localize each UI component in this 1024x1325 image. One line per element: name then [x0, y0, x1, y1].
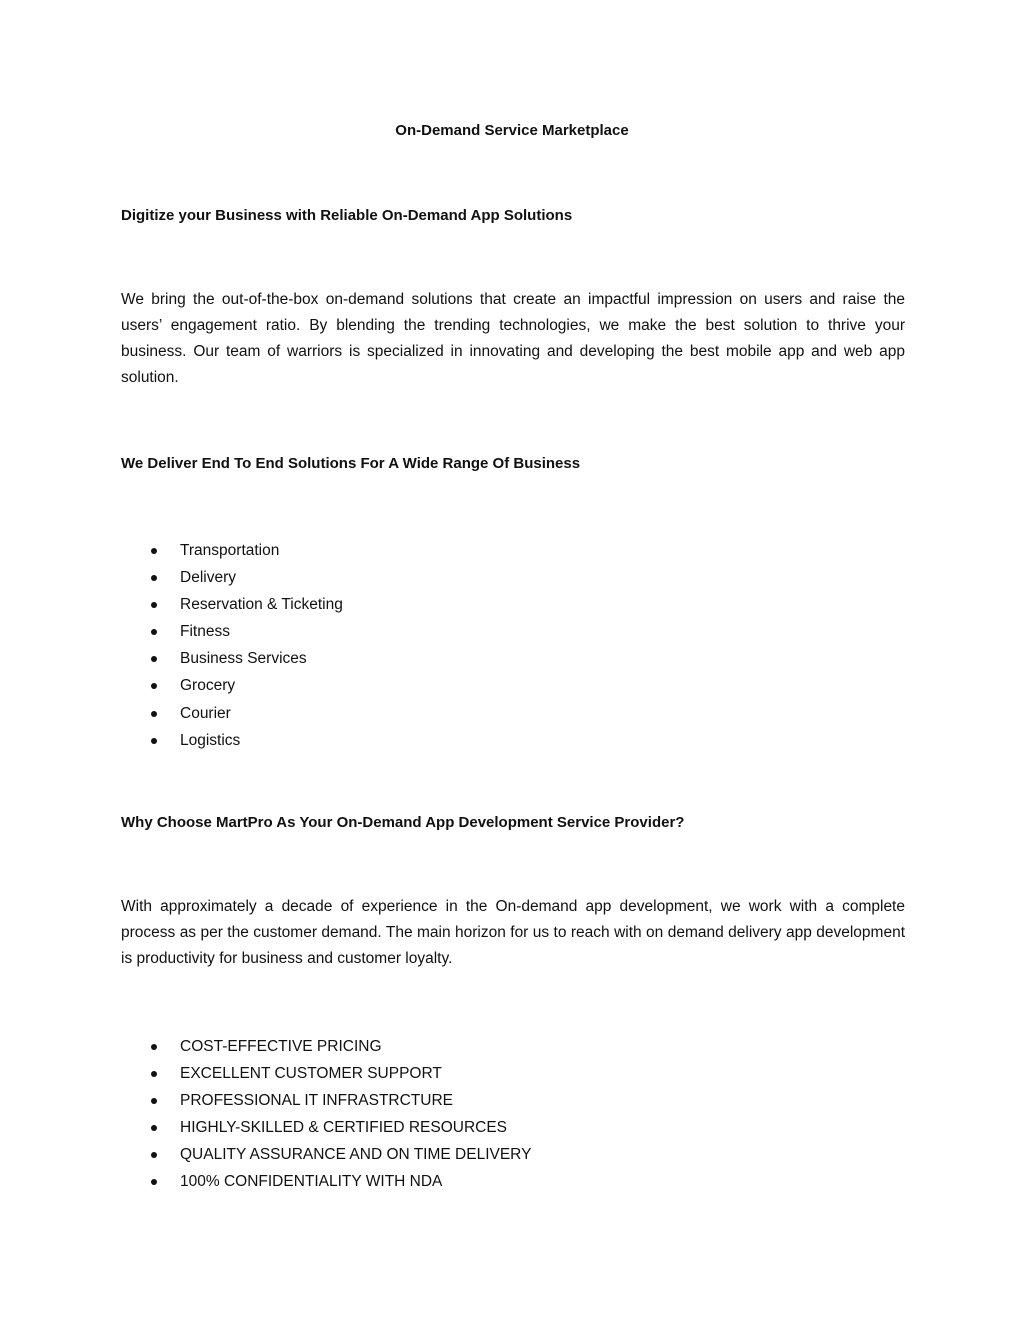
section-heading-why-choose: Why Choose MartPro As Your On-Demand App Development Service Provider? — [121, 814, 685, 831]
bullet-icon — [151, 1125, 157, 1131]
bullet-icon — [151, 602, 157, 608]
document-title: On-Demand Service Marketplace — [395, 122, 629, 139]
list-item-label: Courier — [180, 704, 231, 722]
list-item-label: HIGHLY-SKILLED & CERTIFIED RESOURCES — [180, 1119, 508, 1137]
list-item — [121, 1114, 821, 1141]
list-item — [121, 618, 821, 645]
list-item — [121, 1087, 821, 1114]
bullet-icon — [151, 1071, 157, 1077]
experience-paragraph: With approximately a decade of experience in the On-demand app development, we work with a complete process as per the customer demand. The main horizon for us to reach with on demand delivery app development is productivity for business and customer loyalty. — [121, 898, 905, 967]
list-item-label: COST-EFFECTIVE PRICING — [180, 1038, 382, 1055]
section-heading-digitize: Digitize your Business with Reliable On-Demand App Solutions — [121, 207, 573, 224]
list-item — [121, 1033, 821, 1060]
list-item-label: Reservation & Ticketing — [180, 596, 343, 614]
list-item-label: 100% CONFIDENTIALITY WITH NDA — [180, 1173, 443, 1191]
bullet-icon — [151, 1179, 157, 1185]
list-item-label: Grocery — [180, 677, 236, 695]
business-list — [121, 537, 821, 754]
bullet-icon — [151, 629, 157, 635]
list-item-label: Transportation — [180, 542, 280, 559]
section-heading-solutions: We Deliver End To End Solutions For A Wide Range Of Business — [121, 455, 581, 472]
list-item — [121, 700, 821, 727]
list-item — [121, 564, 821, 591]
list-item-label: PROFESSIONAL IT INFRASTRCTURE — [180, 1092, 454, 1110]
benefits-list — [121, 1033, 821, 1196]
list-item — [121, 537, 821, 564]
list-item — [121, 591, 821, 618]
list-item — [121, 672, 821, 699]
list-item-label: Logistics — [180, 731, 241, 749]
list-item-label: QUALITY ASSURANCE AND ON TIME DELIVERY — [180, 1146, 532, 1164]
bullet-icon — [151, 1044, 157, 1050]
bullet-icon — [151, 683, 157, 689]
bullet-icon — [151, 738, 157, 744]
list-item-label: Delivery — [180, 569, 236, 587]
bullet-icon — [151, 575, 157, 581]
list-item-label: Business Services — [180, 650, 307, 668]
list-item — [121, 727, 821, 754]
list-item-label: Fitness — [180, 623, 230, 641]
list-item — [121, 1141, 821, 1168]
bullet-icon — [151, 548, 157, 554]
bullet-icon — [151, 711, 157, 717]
list-item — [121, 1060, 821, 1087]
list-item-label: EXCELLENT CUSTOMER SUPPORT — [180, 1065, 442, 1083]
bullet-icon — [151, 656, 157, 662]
intro-paragraph: We bring the out-of-the-box on-demand solutions that create an impactful impression on users and raise the users’ engagement ratio. By blending the trending technologies, we make the best solution to thrive your business. Our team of warriors is specialized in innovating and developing the best mobile app and web app solution. — [121, 291, 905, 386]
list-item — [121, 1168, 821, 1195]
list-item — [121, 645, 821, 672]
bullet-icon — [151, 1098, 157, 1104]
bullet-icon — [151, 1152, 157, 1158]
